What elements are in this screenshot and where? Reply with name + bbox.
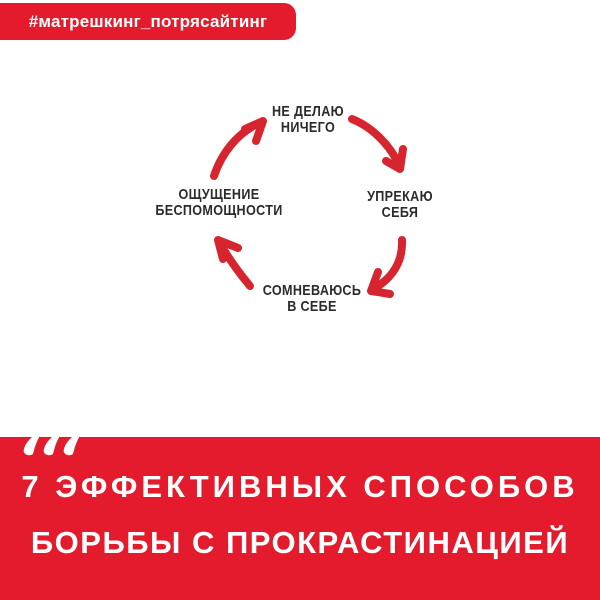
cycle-node-label-line: УПРЕКАЮ [367,188,433,205]
title-banner [0,437,600,600]
cycle-node-label-line: СЕБЯ [381,204,419,221]
cycle-node-doubt-myself [263,283,362,315]
cycle-node-label-line: ОЩУЩЕНИЕ [178,186,260,203]
cycle-node-label-line: В СЕБЕ [287,298,337,315]
cycle-node-label-line: НЕ ДЕЛАЮ [271,103,345,120]
cycle-node-helplessness [155,187,282,219]
banner-text [0,469,600,561]
triple-quote-icon [22,429,88,457]
cycle-node-blame-myself [367,189,433,221]
cycle-node-do-nothing [272,104,344,136]
cycle-node-label-line: СОМНЕВАЮСЬ [262,282,362,299]
curved-arrow-left-to-top-icon [214,121,263,176]
curved-arrow-bottom-to-left-icon [218,240,250,286]
curved-arrow-right-to-bottom-icon [371,240,402,294]
hashtag-label: #матрешкинг_потрясайтинг [28,11,268,31]
cycle-node-label-line: БЕСПОМОЩНОСТИ [155,202,283,219]
cycle-node-label-line: НИЧЕГО [280,119,336,136]
curved-arrow-top-to-right-icon [352,119,403,169]
banner-title-line-2: БОРЬБЫ С ПРОКРАСТИНАЦИЕЙ [30,525,570,560]
banner-title-line-1: 7 ЭФФЕКТИВНЫХ СПОСОБОВ [21,469,579,504]
